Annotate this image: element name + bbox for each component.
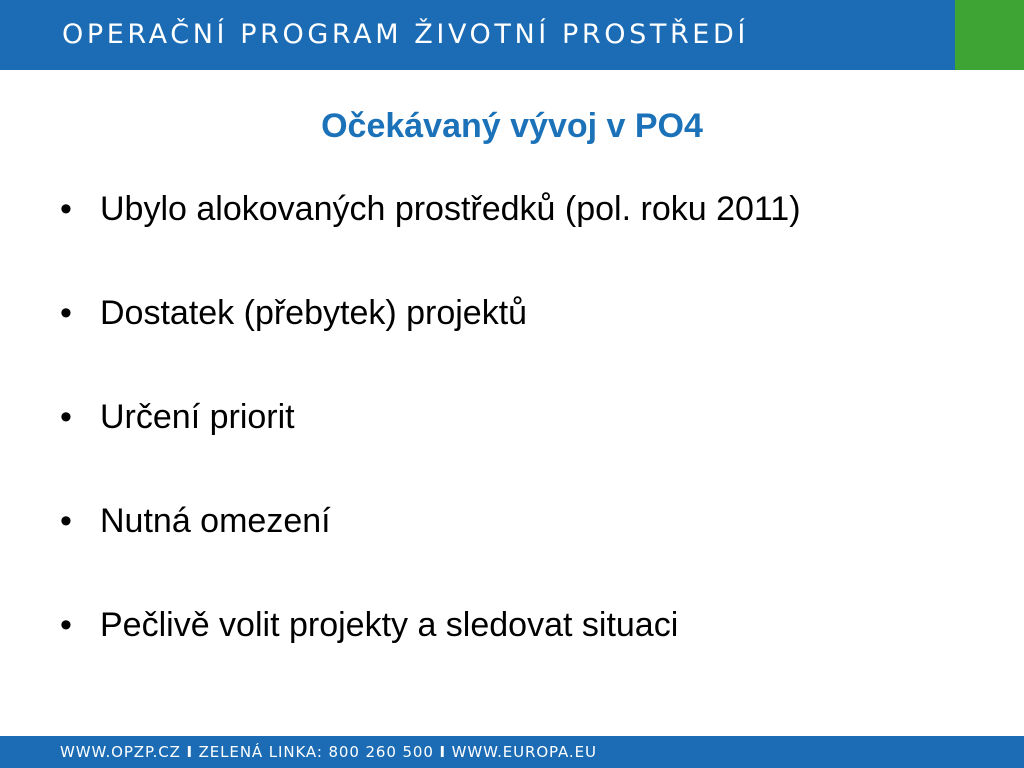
bullet-text: Pečlivě volit projekty a sledovat situaci — [100, 606, 679, 644]
header-accent-block — [955, 0, 1024, 70]
bullet-dot: • — [60, 294, 72, 332]
bullet-item — [60, 392, 295, 442]
bullet-dot: • — [60, 502, 72, 540]
footer-contact-line — [60, 736, 597, 768]
footer-hotline-label: ZELENÁ LINKA: — [198, 743, 323, 761]
bullet-text: Dostatek (přebytek) projektů — [100, 294, 528, 332]
bullet-item — [60, 288, 527, 338]
bullet-item — [60, 600, 678, 650]
bullet-dot: • — [60, 606, 72, 644]
bullet-text: Určení priorit — [100, 398, 295, 436]
footer-website-link[interactable]: WWW.OPZP.CZ — [60, 743, 181, 761]
bullet-dot: • — [60, 398, 72, 436]
footer-eu-website-link[interactable]: WWW.EUROPA.EU — [451, 743, 597, 761]
bullet-dot: • — [60, 190, 72, 228]
bullet-item — [60, 184, 801, 234]
bullet-text: Ubylo alokovaných prostředků (pol. roku 2011) — [100, 190, 801, 228]
bullet-text: Nutná omezení — [100, 502, 331, 540]
bullet-item — [60, 496, 331, 546]
footer-separator: I — [439, 743, 446, 761]
footer-hotline-number: 800 260 500 — [328, 743, 434, 761]
footer-separator: I — [186, 743, 193, 761]
slide-title: Očekávaný vývoj v PO4 — [321, 107, 703, 145]
program-name: OPERAČNÍ PROGRAM ŽIVOTNÍ PROSTŘEDÍ — [62, 19, 749, 50]
